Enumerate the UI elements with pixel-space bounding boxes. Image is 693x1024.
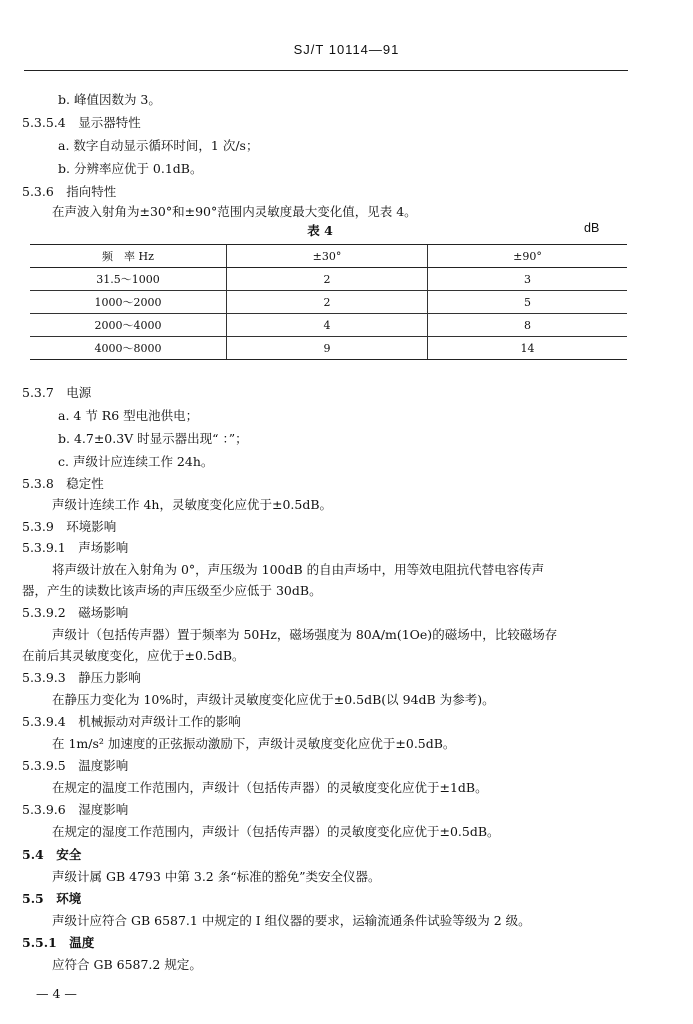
cell-30deg: 9 bbox=[227, 337, 428, 360]
table-row bbox=[30, 314, 627, 337]
table-header-row bbox=[30, 245, 627, 268]
cell-frequency: 31.5～1000 bbox=[30, 268, 227, 291]
page-number: — 4 — bbox=[36, 986, 77, 1001]
text-line: 声级计（包括传声器）置于频率为 50Hz，磁场强度为 80A/m(1Oe)的磁场中，比较磁场存 bbox=[52, 627, 558, 642]
section-heading: 5.3.7 电源 bbox=[22, 385, 92, 400]
text-line: b. 4.7±0.3V 时显示器出现“ ：”； bbox=[58, 431, 248, 446]
cell-90deg: 5 bbox=[428, 291, 628, 314]
cell-30deg: 4 bbox=[227, 314, 428, 337]
section-heading: 5.5 环境 bbox=[22, 891, 82, 906]
text-line: 在 1m/s² 加速度的正弦振动激励下，声级计灵敏度变化应优于±0.5dB。 bbox=[52, 736, 456, 751]
text-line: c. 声级计应连续工作 24h。 bbox=[58, 454, 214, 469]
section-heading: 5.3.9 环境影响 bbox=[22, 519, 117, 534]
header-90deg: ±90° bbox=[428, 245, 628, 268]
cell-30deg: 2 bbox=[227, 291, 428, 314]
table-4 bbox=[30, 244, 627, 360]
section-heading: 5.5.1 温度 bbox=[22, 935, 95, 950]
header-30deg: ±30° bbox=[227, 245, 428, 268]
section-heading: 5.3.5.4 显示器特性 bbox=[22, 115, 141, 130]
text-line: 声级计连续工作 4h，灵敏度变化应优于±0.5dB。 bbox=[52, 497, 333, 512]
text-line: b. 峰值因数为 3。 bbox=[58, 92, 161, 107]
header-rule bbox=[24, 70, 628, 71]
cell-frequency: 4000～8000 bbox=[30, 337, 227, 360]
section-heading: 5.3.9.3 静压力影响 bbox=[22, 670, 141, 685]
text-line: 器，产生的读数比该声场的声压级至少应低于 30dB。 bbox=[22, 583, 322, 598]
table-title: 表 4 bbox=[307, 223, 333, 238]
section-heading: 5.3.6 指向特性 bbox=[22, 184, 117, 199]
section-heading: 5.4 安全 bbox=[22, 847, 82, 862]
cell-30deg: 2 bbox=[227, 268, 428, 291]
section-heading: 5.3.9.4 机械振动对声级计工作的影响 bbox=[22, 714, 241, 729]
text-line: 在规定的温度工作范围内，声级计（包括传声器）的灵敏度变化应优于±1dB。 bbox=[52, 780, 488, 795]
text-line: 声级计应符合 GB 6587.1 中规定的 Ⅰ 组仪器的要求，运输流通条件试验等级为 2 级。 bbox=[52, 913, 531, 928]
section-heading: 5.3.9.2 磁场影响 bbox=[22, 605, 129, 620]
table-row bbox=[30, 268, 627, 291]
section-heading: 5.3.9.5 温度影响 bbox=[22, 758, 129, 773]
text-line: 在规定的湿度工作范围内，声级计（包括传声器）的灵敏度变化应优于±0.5dB。 bbox=[52, 824, 500, 839]
cell-frequency: 2000～4000 bbox=[30, 314, 227, 337]
text-line: b. 分辨率应优于 0.1dB。 bbox=[58, 161, 203, 176]
text-line: 应符合 GB 6587.2 规定。 bbox=[52, 957, 202, 972]
cell-90deg: 14 bbox=[428, 337, 628, 360]
text-line: 声级计属 GB 4793 中第 3.2 条“标准的豁免”类安全仪器。 bbox=[52, 869, 381, 884]
text-line: a. 4 节 R6 型电池供电； bbox=[58, 408, 199, 423]
cell-frequency: 1000～2000 bbox=[30, 291, 227, 314]
section-heading: 5.3.9.6 湿度影响 bbox=[22, 802, 129, 817]
text-line: a. 数字自动显示循环时间，1 次/s； bbox=[58, 138, 259, 153]
text-line: 在静压力变化为 10%时，声级计灵敏度变化应优于±0.5dB(以 94dB 为参考)。 bbox=[52, 692, 495, 707]
text-line: 在声波入射角为±30°和±90°范围内灵敏度最大变化值，见表 4。 bbox=[52, 204, 417, 219]
text-line: 在前后其灵敏度变化，应优于±0.5dB。 bbox=[22, 648, 245, 663]
header-frequency: 频 率 Hz bbox=[30, 245, 227, 268]
section-heading: 5.3.8 稳定性 bbox=[22, 476, 104, 491]
table-row bbox=[30, 291, 627, 314]
table-row bbox=[30, 337, 627, 360]
table-unit: dB bbox=[584, 221, 600, 235]
text-line: 将声级计放在入射角为 0°，声压级为 100dB 的自由声场中，用等效电阻抗代替电容传声 bbox=[52, 562, 545, 577]
page-header: SJ/T 10114—91 bbox=[293, 42, 400, 57]
cell-90deg: 3 bbox=[428, 268, 628, 291]
cell-90deg: 8 bbox=[428, 314, 628, 337]
section-heading: 5.3.9.1 声场影响 bbox=[22, 540, 129, 555]
